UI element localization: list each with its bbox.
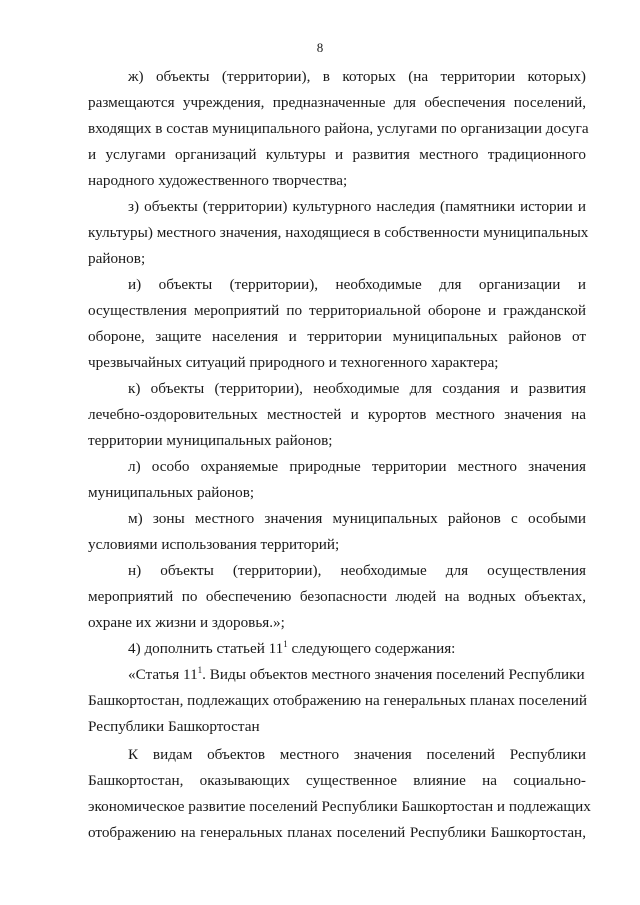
text-line: народного художественного творчества; <box>88 172 348 189</box>
page-number: 8 <box>316 40 324 55</box>
article-heading-line: Республики Башкортостан <box>88 718 260 735</box>
article-heading-line: Башкортостан, подлежащих отображению на генеральных планах поселений <box>88 692 588 709</box>
text-line: территории муниципальных районов; <box>88 432 333 449</box>
text-fragment: . Виды объектов местного значения поселений Республики <box>202 666 585 683</box>
text-line: ж) объекты (территории), в которых (на территории которых) <box>128 68 586 85</box>
article-heading-line <box>128 666 586 684</box>
text-line: обороне, защите населения и территории муниципальных районов от <box>88 328 586 345</box>
text-line: и) объекты (территории), необходимые для организации и <box>128 276 586 293</box>
text-line: м) зоны местного значения муниципальных районов с особыми <box>128 510 586 527</box>
text-line: культуры) местного значения, находящиеся в собственности муниципальных <box>88 224 589 241</box>
text-line: условиями использования территорий; <box>88 536 340 553</box>
text-fragment: «Статья 11 <box>128 666 198 683</box>
text-line: лечебно-оздоровительных местностей и курортов местного значения на <box>88 406 586 423</box>
text-line: л) особо охраняемые природные территории местного значения <box>128 458 586 475</box>
text-fragment: следующего содержания: <box>287 640 456 657</box>
text-line: охране их жизни и здоровья.»; <box>88 614 285 631</box>
text-line: и услугами организаций культуры и развития местного традиционного <box>88 146 586 163</box>
superscript: 1 <box>197 665 203 675</box>
text-line: осуществления мероприятий по территориальной обороне и гражданской <box>88 302 586 319</box>
text-line: отображению на генеральных планах поселений Республики Башкортостан, <box>88 824 586 841</box>
text-line: муниципальных районов; <box>88 484 255 501</box>
text-line: К видам объектов местного значения поселений Республики <box>128 746 586 763</box>
text-line: экономическое развитие поселений Республики Башкортостан и подлежащих <box>88 798 591 815</box>
text-line <box>128 640 586 658</box>
superscript: 1 <box>283 639 288 649</box>
text-line: входящих в состав муниципального района, услугами по организации досуга <box>88 120 589 137</box>
text-fragment: 4) дополнить статьей 11 <box>128 640 284 657</box>
text-line: размещаются учреждения, предназначенные для обеспечения поселений, <box>88 94 586 111</box>
text-line: к) объекты (территории), необходимые для создания и развития <box>128 380 586 397</box>
text-line: Башкортостан, оказывающих существенное влияние на социально- <box>88 772 586 789</box>
text-line: мероприятий по обеспечению безопасности людей на водных объектах, <box>88 588 586 605</box>
text-line: чрезвычайных ситуаций природного и техногенного характера; <box>88 354 499 371</box>
text-line: районов; <box>88 250 146 267</box>
text-line: н) объекты (территории), необходимые для осуществления <box>128 562 586 579</box>
text-line: з) объекты (территории) культурного наследия (памятники истории и <box>128 198 586 215</box>
